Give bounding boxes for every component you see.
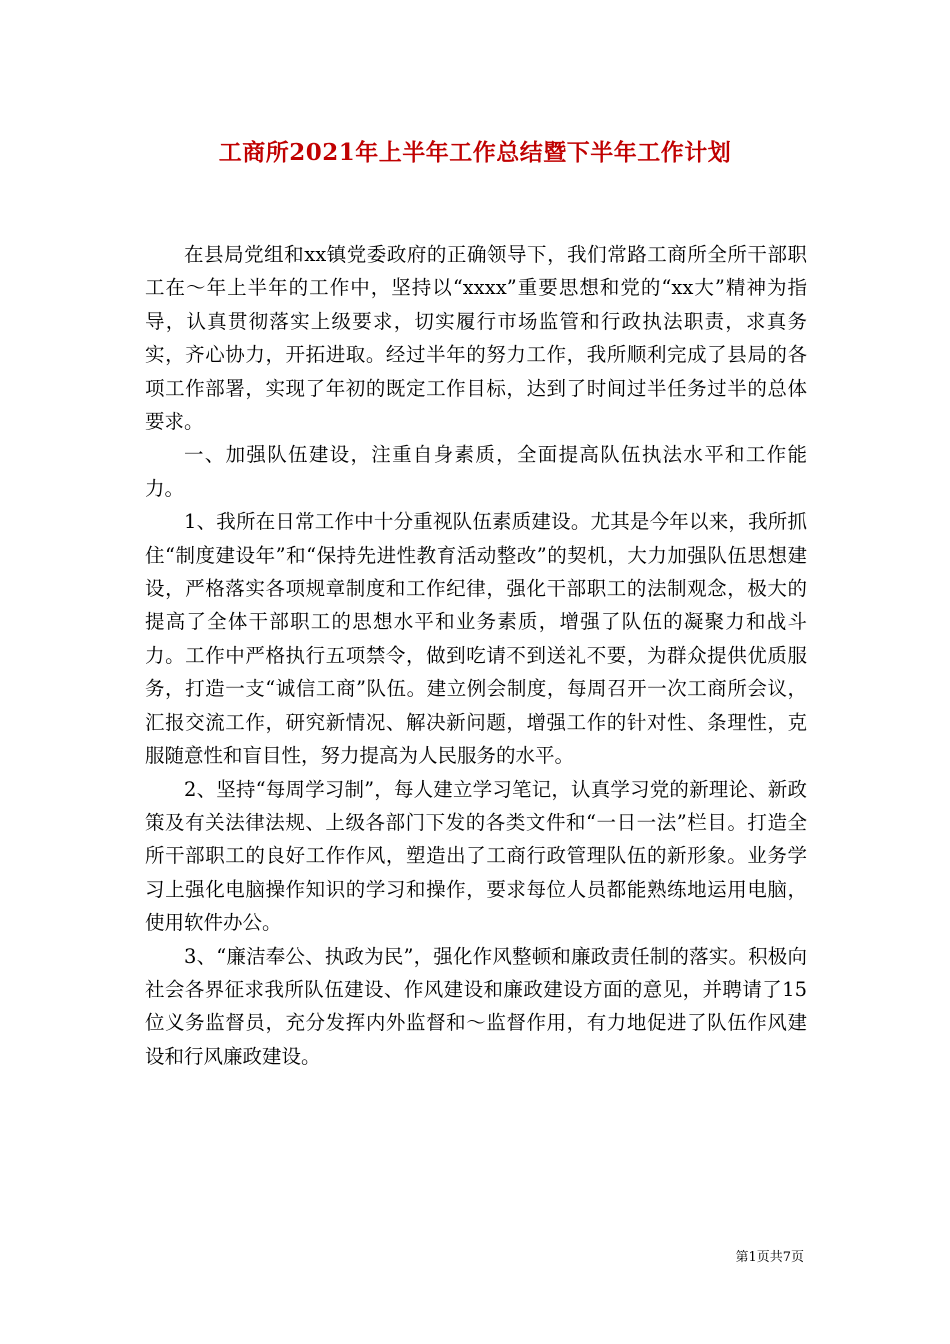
document-body — [145, 238, 807, 1073]
paragraph-section-heading-1: 一、加强队伍建设，注重自身素质，全面提高队伍执法水平和工作能力。 — [145, 443, 807, 500]
paragraph-item-3: 3、“廉洁奉公、执政为民”，强化作风整顿和廉政责任制的落实。积极向社会各界征求我所队伍建设、作风建设和廉政建设方面的意见，并聘请了15位义务监督员，充分发挥内外监督和～监督作用，有力地促进了队伍作风建设和行风廉政建设。 — [145, 944, 807, 1068]
document-title: 工商所2021年上半年工作总结暨下半年工作计划 — [218, 139, 732, 166]
paragraph-item-2: 2、坚持“每周学习制”，每人建立学习笔记，认真学习党的新理论、新政策及有关法律法规、上级各部门下发的各类文件和“一日一法”栏目。打造全所干部职工的良好工作作风，塑造出了工商行政管理队伍的新形象。业务学习上强化电脑操作知识的学习和操作，要求每位人员都能熟练地运用电脑，使用软件办公。 — [145, 777, 807, 935]
page-number-footer: 第1页共7页 — [735, 1250, 804, 1265]
paragraph-intro: 在县局党组和xx镇党委政府的正确领导下，我们常路工商所全所干部职工在～年上半年的工作中，坚持以“xxxx”重要思想和党的“xx大”精神为指导，认真贯彻落实上级要求，切实履行市场监管和行政执法职责，求真务实，齐心协力，开拓进取。经过半年的努力工作，我所顺利完成了县局的各项工作部署，实现了年初的既定工作目标，达到了时间过半任务过半的总体要求。 — [145, 243, 807, 434]
paragraph-item-1: 1、我所在日常工作中十分重视队伍素质建设。尤其是今年以来，我所抓住“制度建设年”和“保持先进性教育活动整改”的契机，大力加强队伍思想建设，严格落实各项规章制度和工作纪律，强化干部职工的法制观念，极大的提高了全体干部职工的思想水平和业务素质，增强了队伍的凝聚力和战斗力。工作中严格执行五项禁令，做到吃请不到送礼不要，为群众提供优质服务，打造一支“诚信工商”队伍。建立例会制度，每周召开一次工商所会议，汇报交流工作，研究新情况、解决新问题，增强工作的针对性、条理性，克服随意性和盲目性，努力提高为人民服务的水平。 — [145, 510, 807, 768]
